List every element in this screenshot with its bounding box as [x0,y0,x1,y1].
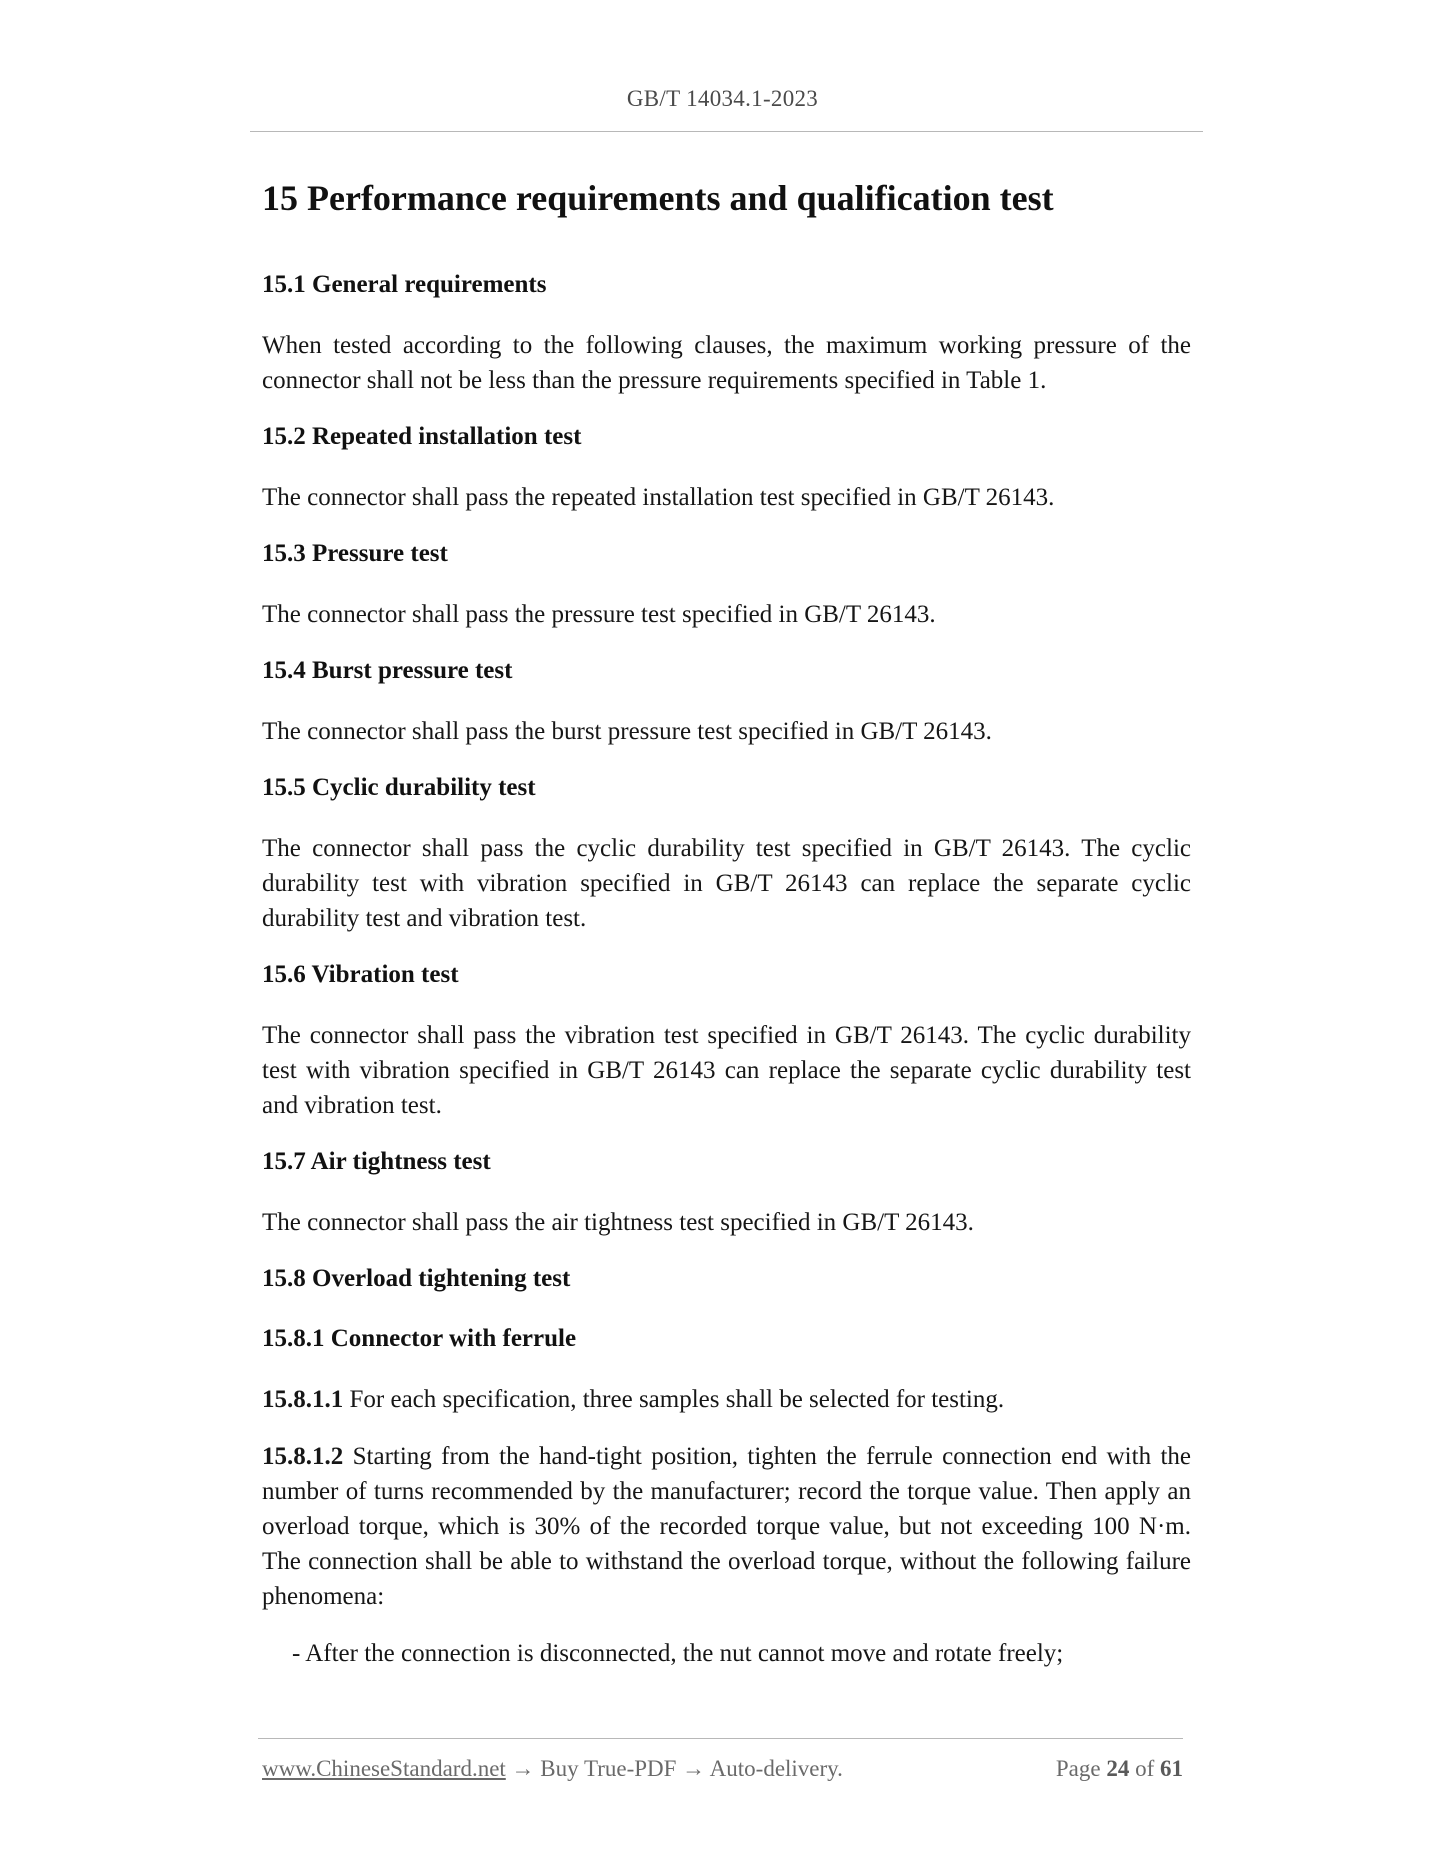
clause-15-8-1-2 [262,1439,1191,1614]
heading-15-8-1: 15.8.1 Connector with ferrule [262,1325,577,1352]
heading-15-4: 15.4 Burst pressure test [262,657,513,684]
heading-15-2: 15.2 Repeated installation test [262,423,582,450]
text-15-4: The connector shall pass the burst pressure test specified in GB/T 26143. [262,718,992,745]
heading-15-7: 15.7 Air tightness test [262,1148,491,1175]
heading-15-3: 15.3 Pressure test [262,540,448,567]
failure-bullet-1: - After the connection is disconnected, the nut cannot move and rotate freely; [292,1640,1064,1667]
text-15-3: The connector shall pass the pressure test specified in GB/T 26143. [262,601,936,628]
page-indicator [1056,1756,1183,1782]
page-current: 24 [1106,1756,1130,1781]
header-divider [250,131,1203,132]
clause-text: Starting from the hand-tight position, tighten the ferrule connection end with the number of turns recommended by the manufacturer; record the torque value. Then apply an overload torque, which is 30% of the recorded torque value, but not exceeding 100 N·m. The connection shall be able to withstand the overload torque, without the following failure phenomena: [262,1443,1191,1610]
heading-15-1: 15.1 General requirements [262,271,547,298]
text-15-1: When tested according to the following clauses, the maximum working pressure of the connector shall not be less than the pressure requirements specified in Table 1. [262,332,1191,394]
text-15-2: The connector shall pass the repeated installation test specified in GB/T 26143. [262,484,1055,511]
text-15-5: The connector shall pass the cyclic durability test specified in GB/T 26143. The cyclic durability test with vibration specified in GB/T 26143 can replace the separate cyclic durability test and vibration test. [262,835,1191,932]
page-header-doc-id: GB/T 14034.1-2023 [626,86,819,111]
clause-number: 15.8.1.2 [262,1443,344,1470]
page-of: of [1129,1756,1160,1781]
text-15-6: The connector shall pass the vibration test specified in GB/T 26143. The cyclic durability test with vibration specified in GB/T 26143 can replace the separate cyclic durability test and vibration test. [262,1022,1191,1119]
clause-number: 15.8.1.1 [262,1386,344,1413]
clause-15-8-1-1 [262,1382,1191,1417]
clause-text: For each specification, three samples shall be selected for testing. [343,1386,1005,1413]
site-link[interactable]: www.ChineseStandard.net [262,1756,506,1781]
heading-15-8: 15.8 Overload tightening test [262,1265,571,1292]
document-body [262,170,1191,1671]
page-label: Page [1055,1756,1107,1781]
footer-tagline: → Buy True-PDF → Auto-delivery. [505,1756,843,1781]
footer-promo [262,1756,843,1782]
text-15-7: The connector shall pass the air tightness test specified in GB/T 26143. [262,1209,974,1236]
footer-divider [258,1738,1183,1739]
heading-15-5: 15.5 Cyclic durability test [262,774,536,801]
section-title: 15 Performance requirements and qualification test [262,178,1054,218]
heading-15-6: 15.6 Vibration test [262,961,459,988]
page-total: 61 [1160,1756,1183,1781]
